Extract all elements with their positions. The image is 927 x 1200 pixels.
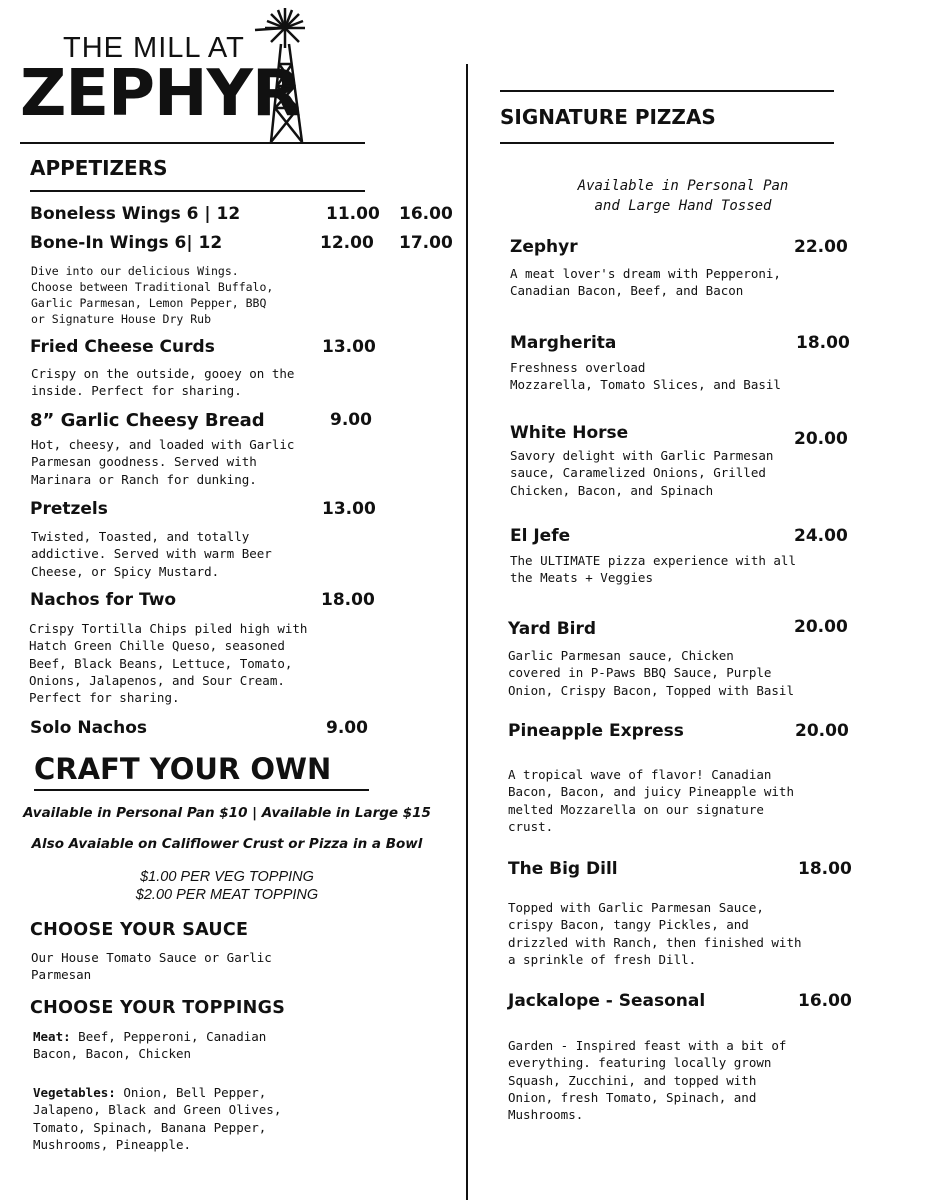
- vegetables-list: Onion, Bell Pepper, Jalapeno, Black and Green Olives, Tomato, Spinach, Banana Pepper, Mushrooms, Pineapple.: [33, 1085, 282, 1152]
- pizzas-title: SIGNATURE PIZZAS: [500, 105, 716, 129]
- windmill-icon: [250, 4, 320, 144]
- pizzas-bottom-divider: [500, 142, 834, 144]
- toppings-title: CHOOSE YOUR TOPPINGS: [30, 998, 286, 1018]
- appetizers-divider: [30, 190, 365, 192]
- pizza-price: 20.00: [794, 429, 848, 449]
- meat-label: Meat:: [33, 1029, 71, 1044]
- menu-item-price: 11.00: [326, 204, 380, 224]
- pizza-description: Savory delight with Garlic Parmesan sauce, Caramelized Onions, Grilled Chicken, Bacon, and Spinach: [510, 448, 774, 498]
- column-divider: [466, 64, 468, 1200]
- pizzas-availability: Available in Personal Pan and Large Hand Tossed: [577, 178, 789, 214]
- pizza-description: A tropical wave of flavor! Canadian Bacon, Bacon, and juicy Pineapple with melted Mozzarella on our signature crust.: [508, 767, 794, 834]
- menu-item-price: 9.00: [330, 410, 372, 430]
- meat-toppings: [33, 1028, 266, 1063]
- menu-item-name: Boneless Wings 6 | 12: [30, 204, 241, 224]
- sauce-title: CHOOSE YOUR SAUCE: [30, 920, 249, 940]
- pizza-name: Margherita: [510, 333, 617, 353]
- pizza-price: 18.00: [796, 333, 850, 353]
- menu-item-price-large: 17.00: [399, 233, 453, 253]
- pizza-price: 22.00: [794, 237, 848, 257]
- menu-item-description: Twisted, Toasted, and totally addictive. Served with warm Beer Cheese, or Spicy Mustard.: [31, 529, 272, 579]
- pizza-name: Jackalope - Seasonal: [508, 991, 706, 1011]
- menu-item-price: 12.00: [320, 233, 374, 253]
- menu-item-name: Pretzels: [30, 499, 108, 519]
- menu-item-name: 8” Garlic Cheesy Bread: [30, 410, 265, 431]
- menu-item-description: Crispy on the outside, gooey on the inside. Perfect for sharing.: [31, 366, 295, 399]
- logo-divider: [20, 142, 365, 144]
- menu-item-description: Dive into our delicious Wings. Choose between Traditional Buffalo, Garlic Parmesan, Lemon Pepper, BBQ or Signature House Dry Rub: [31, 264, 274, 326]
- menu-item-price: 18.00: [321, 590, 375, 610]
- pizza-price: 24.00: [794, 526, 848, 546]
- pizza-name: Yard Bird: [508, 619, 597, 639]
- menu-item-description: Crispy Tortilla Chips piled high with Hatch Green Chille Queso, seasoned Beef, Black Beans, Lettuce, Tomato, Onions, Jalapenos, and Sour Cream. Perfect for sharing.: [29, 621, 308, 706]
- pizza-description: Freshness overload Mozzarella, Tomato Slices, and Basil: [510, 360, 781, 393]
- menu-item-price: 13.00: [322, 337, 376, 357]
- pizza-name: El Jefe: [510, 526, 571, 546]
- logo-top-text: THE MILL AT: [63, 32, 245, 64]
- pizza-name: Zephyr: [510, 237, 578, 257]
- pizza-price: 18.00: [798, 859, 852, 879]
- meat-list: Beef, Pepperoni, Canadian Bacon, Bacon, Chicken: [33, 1029, 267, 1062]
- craft-divider: [34, 789, 369, 791]
- pizza-name: The Big Dill: [508, 859, 618, 879]
- pizza-name: White Horse: [510, 423, 629, 443]
- logo-main-text: ZEPHYR: [20, 57, 301, 131]
- menu-item-price: 9.00: [326, 718, 368, 738]
- craft-title: CRAFT YOUR OWN: [34, 752, 332, 786]
- pizza-description: The ULTIMATE pizza experience with all the Meats + Veggies: [510, 553, 796, 586]
- sauce-description: Our House Tomato Sauce or Garlic Parmesan: [31, 950, 272, 983]
- pizza-description: Topped with Garlic Parmesan Sauce, crispy Bacon, tangy Pickles, and drizzled with Ranch, then finished with a sprinkle of fresh Dill.: [508, 900, 802, 967]
- pizza-price: 16.00: [798, 991, 852, 1011]
- pizzas-top-divider: [500, 90, 834, 92]
- menu-item-price: 13.00: [322, 499, 376, 519]
- pizza-description: Garden - Inspired feast with a bit of everything. featuring locally grown Squash, Zucchini, and topped with Onion, fresh Tomato, Spinach, and Mushrooms.: [508, 1038, 787, 1123]
- craft-size-note: Available in Personal Pan $10 | Available in Large $15: [23, 805, 431, 821]
- menu-item-name: Solo Nachos: [30, 718, 148, 738]
- pizza-price: 20.00: [795, 721, 849, 741]
- craft-topping-prices: $1.00 PER VEG TOPPING $2.00 PER MEAT TOPPING: [135, 869, 319, 903]
- menu-item-name: Nachos for Two: [30, 590, 177, 610]
- menu-item-description: Hot, cheesy, and loaded with Garlic Parmesan goodness. Served with Marinara or Ranch for dunking.: [31, 437, 295, 487]
- menu-item-price-large: 16.00: [399, 204, 453, 224]
- menu-item-name: Fried Cheese Curds: [30, 337, 215, 357]
- pizza-description: A meat lover's dream with Pepperoni, Canadian Bacon, Beef, and Bacon: [510, 266, 781, 299]
- vegetable-toppings: [33, 1084, 281, 1153]
- vegetables-label: Vegetables:: [33, 1085, 116, 1100]
- pizza-name: Pineapple Express: [508, 721, 684, 741]
- appetizers-title: APPETIZERS: [30, 156, 168, 180]
- craft-crust-note: Also Avaiable on Califlower Crust or Pizza in a Bowl: [31, 836, 423, 852]
- menu-item-name: Bone-In Wings 6| 12: [30, 233, 223, 253]
- pizza-description: Garlic Parmesan sauce, Chicken covered in P-Paws BBQ Sauce, Purple Onion, Crispy Bacon, Topped with Basil: [508, 648, 794, 698]
- pizza-price: 20.00: [794, 617, 848, 637]
